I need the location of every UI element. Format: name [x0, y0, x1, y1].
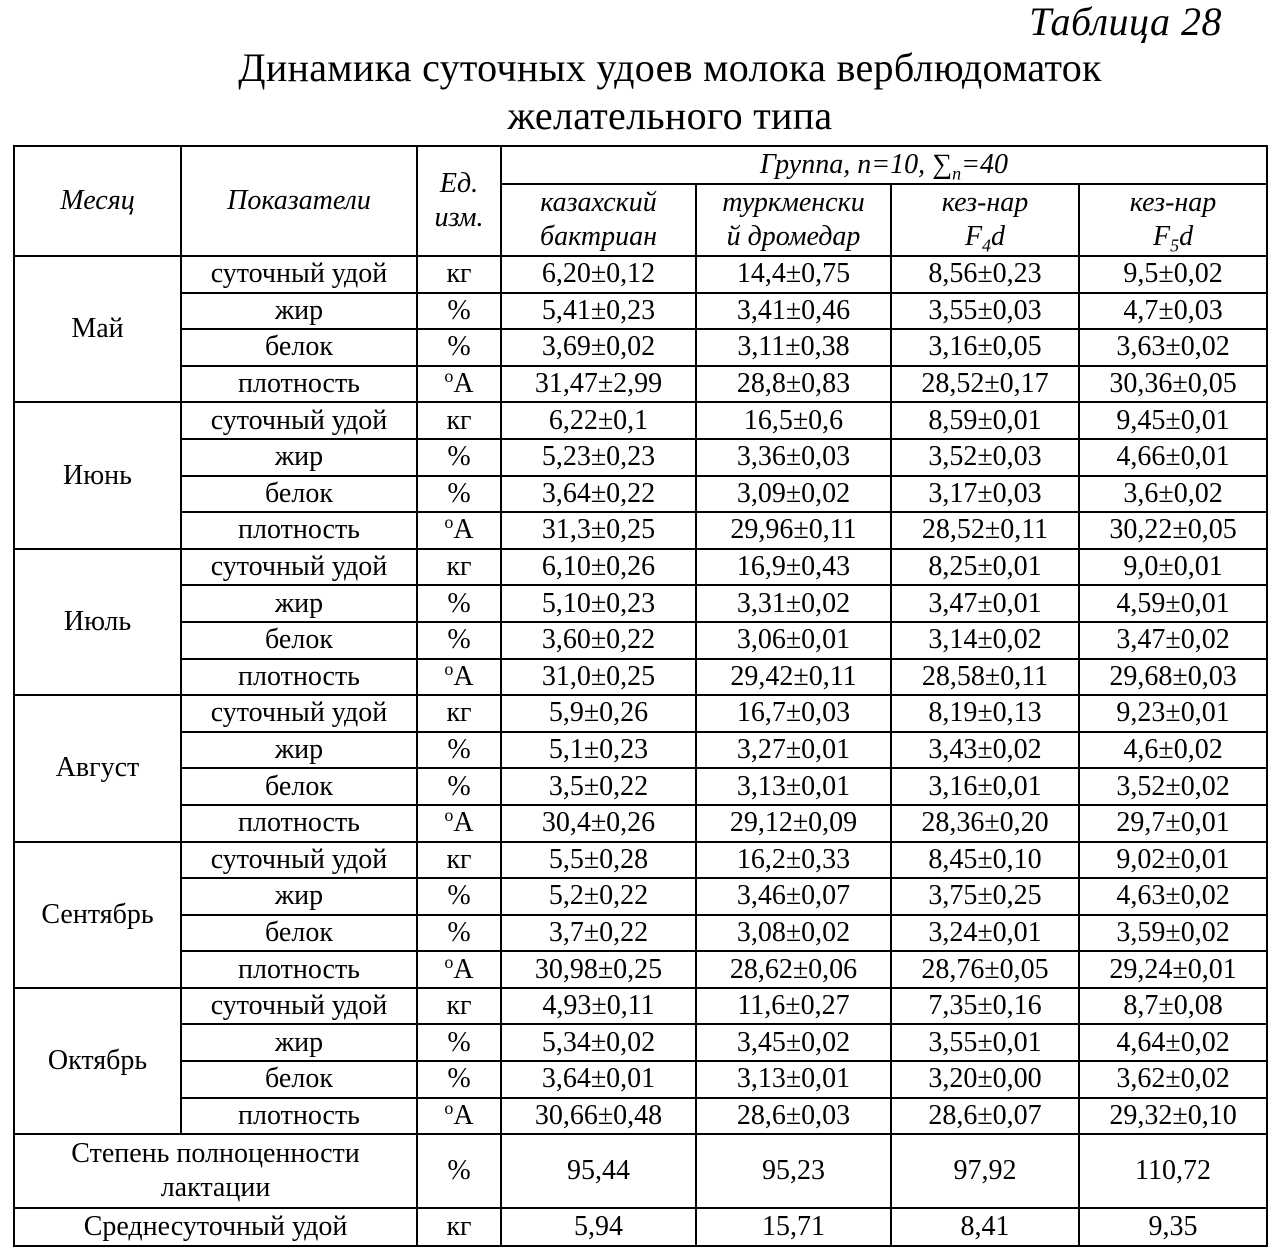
value-cell: 3,08±0,02 [696, 915, 891, 952]
value-cell: 3,64±0,22 [501, 476, 696, 513]
value-cell: 28,6±0,07 [891, 1098, 1079, 1135]
unit-degree: o [444, 366, 454, 387]
table-caption: Таблица 28 [1029, 0, 1222, 44]
value-cell: 4,7±0,03 [1079, 293, 1267, 330]
header-indicator: Показатели [181, 146, 417, 256]
header-group-4 [1079, 184, 1267, 256]
value-cell: 8,59±0,01 [891, 402, 1079, 439]
unit-cell: % [417, 732, 501, 769]
unit-cell: кг [417, 695, 501, 732]
unit-cell: % [417, 915, 501, 952]
value-cell: 3,11±0,38 [696, 329, 891, 366]
value-cell: 4,6±0,02 [1079, 732, 1267, 769]
unit-cell [417, 951, 501, 988]
value-cell: 16,9±0,43 [696, 549, 891, 586]
table-row [14, 1098, 1267, 1135]
summary-value-cell: 110,72 [1079, 1134, 1267, 1208]
summary-label [14, 1208, 417, 1246]
value-cell: 4,63±0,02 [1079, 878, 1267, 915]
value-cell: 28,62±0,06 [696, 951, 891, 988]
value-cell: 3,43±0,02 [891, 732, 1079, 769]
unit-cell: кг [417, 549, 501, 586]
table-title [0, 44, 1280, 140]
header-group-prefix: Группа, n=10, ∑ [760, 149, 953, 180]
value-cell: 3,47±0,01 [891, 585, 1079, 622]
value-cell: 3,7±0,22 [501, 915, 696, 952]
month-cell: Сентябрь [14, 842, 181, 988]
value-cell: 9,23±0,01 [1079, 695, 1267, 732]
header-group-line-2-tail: d [991, 221, 1006, 252]
indicator-cell: жир [181, 585, 417, 622]
value-cell: 9,45±0,01 [1079, 402, 1267, 439]
header-group-line-2 [697, 220, 890, 254]
value-cell: 3,17±0,03 [891, 476, 1079, 513]
value-cell: 3,20±0,00 [891, 1061, 1079, 1098]
summary-value-cell: 5,94 [501, 1208, 696, 1246]
indicator-cell: суточный удой [181, 256, 417, 293]
header-group-line-2 [502, 220, 695, 254]
unit-cell: % [417, 329, 501, 366]
header-group-line-2-tail: d [1179, 221, 1194, 252]
header-group-line-2-sub: 5 [1170, 235, 1180, 256]
value-cell: 3,36±0,03 [696, 439, 891, 476]
value-cell: 30,98±0,25 [501, 951, 696, 988]
indicator-cell: суточный удой [181, 842, 417, 879]
unit-cell: % [417, 439, 501, 476]
indicator-cell: плотность [181, 805, 417, 842]
unit-cell: % [417, 878, 501, 915]
indicator-cell: жир [181, 293, 417, 330]
table-row [14, 842, 1267, 879]
value-cell: 8,25±0,01 [891, 549, 1079, 586]
unit-degree: o [444, 951, 454, 972]
value-cell: 3,69±0,02 [501, 329, 696, 366]
value-cell: 6,10±0,26 [501, 549, 696, 586]
indicator-cell: суточный удой [181, 695, 417, 732]
table-row [14, 1061, 1267, 1098]
value-cell: 29,7±0,01 [1079, 805, 1267, 842]
indicator-cell: жир [181, 732, 417, 769]
unit-cell [417, 512, 501, 549]
indicator-cell: плотность [181, 512, 417, 549]
unit-cell: кг [417, 1208, 501, 1246]
table-row [14, 951, 1267, 988]
month-cell: Август [14, 695, 181, 841]
value-cell: 28,8±0,83 [696, 366, 891, 403]
value-cell: 5,23±0,23 [501, 439, 696, 476]
indicator-cell: белок [181, 1061, 417, 1098]
unit-cell [417, 805, 501, 842]
value-cell: 5,9±0,26 [501, 695, 696, 732]
value-cell: 31,0±0,25 [501, 659, 696, 696]
value-cell: 6,22±0,1 [501, 402, 696, 439]
summary-row [14, 1134, 1267, 1208]
table-row [14, 549, 1267, 586]
table-row [14, 329, 1267, 366]
header-group-line-1: кез-нар [941, 187, 1029, 218]
table-row [14, 915, 1267, 952]
value-cell: 28,76±0,05 [891, 951, 1079, 988]
value-cell: 3,6±0,02 [1079, 476, 1267, 513]
title-line-2: желательного типа [507, 93, 833, 138]
value-cell: 3,59±0,02 [1079, 915, 1267, 952]
table-row [14, 439, 1267, 476]
value-cell: 11,6±0,27 [696, 988, 891, 1025]
indicator-cell: белок [181, 768, 417, 805]
table-row [14, 659, 1267, 696]
summary-label-line-1: Среднесуточный удой [83, 1211, 348, 1243]
indicator-cell: суточный удой [181, 549, 417, 586]
value-cell: 9,5±0,02 [1079, 256, 1267, 293]
unit-cell: кг [417, 256, 501, 293]
value-cell: 3,06±0,01 [696, 622, 891, 659]
unit-a-letter: А [453, 514, 474, 546]
value-cell: 30,22±0,05 [1079, 512, 1267, 549]
summary-value-cell: 97,92 [891, 1134, 1079, 1208]
summary-value-cell: 8,41 [891, 1208, 1079, 1246]
header-month: Месяц [14, 146, 181, 256]
summary-row [14, 1208, 1267, 1246]
value-cell: 3,41±0,46 [696, 293, 891, 330]
summary-value-cell: 95,44 [501, 1134, 696, 1208]
value-cell: 3,31±0,02 [696, 585, 891, 622]
value-cell: 28,52±0,11 [891, 512, 1079, 549]
indicator-cell: жир [181, 878, 417, 915]
value-cell: 3,5±0,22 [501, 768, 696, 805]
month-cell: Октябрь [14, 988, 181, 1134]
header-group-sub: n [952, 163, 962, 184]
header-group-suffix: =40 [961, 149, 1008, 180]
value-cell: 3,52±0,03 [891, 439, 1079, 476]
table-row [14, 768, 1267, 805]
value-cell: 28,52±0,17 [891, 366, 1079, 403]
indicator-cell: плотность [181, 366, 417, 403]
header-unit [417, 146, 501, 256]
unit-degree: o [444, 658, 454, 679]
value-cell: 8,56±0,23 [891, 256, 1079, 293]
unit-a-letter: А [453, 953, 474, 985]
header-group-line-1: казахский [540, 187, 657, 218]
value-cell: 31,47±2,99 [501, 366, 696, 403]
indicator-cell: суточный удой [181, 988, 417, 1025]
value-cell: 16,5±0,6 [696, 402, 891, 439]
table-row [14, 878, 1267, 915]
value-cell: 8,7±0,08 [1079, 988, 1267, 1025]
header-group-line-2-main: бактриан [540, 221, 657, 252]
header-unit-line-1: Ед. [439, 168, 479, 199]
value-cell: 3,16±0,01 [891, 768, 1079, 805]
value-cell: 5,1±0,23 [501, 732, 696, 769]
value-cell: 3,55±0,01 [891, 1024, 1079, 1061]
value-cell: 3,27±0,01 [696, 732, 891, 769]
value-cell: 5,2±0,22 [501, 878, 696, 915]
value-cell: 29,24±0,01 [1079, 951, 1267, 988]
unit-a-letter: А [453, 807, 474, 839]
table-row [14, 585, 1267, 622]
header-group [501, 146, 1267, 184]
table-row [14, 512, 1267, 549]
value-cell: 16,2±0,33 [696, 842, 891, 879]
unit-cell: кг [417, 842, 501, 879]
header-group-1 [501, 184, 696, 256]
value-cell: 3,62±0,02 [1079, 1061, 1267, 1098]
table-row [14, 366, 1267, 403]
milk-yield-table [13, 145, 1268, 1247]
summary-value-cell: 9,35 [1079, 1208, 1267, 1246]
value-cell: 9,02±0,01 [1079, 842, 1267, 879]
value-cell: 31,3±0,25 [501, 512, 696, 549]
value-cell: 3,60±0,22 [501, 622, 696, 659]
header-group-line-2-main: F [964, 221, 983, 252]
header-group-3 [891, 184, 1079, 256]
value-cell: 4,64±0,02 [1079, 1024, 1267, 1061]
title-line-1: Динамика суточных удоев молока верблюдоматок [238, 45, 1102, 90]
header-group-line-2-main: й дромедар [726, 221, 861, 252]
unit-cell: % [417, 1024, 501, 1061]
value-cell: 5,34±0,02 [501, 1024, 696, 1061]
value-cell: 3,24±0,01 [891, 915, 1079, 952]
value-cell: 29,42±0,11 [696, 659, 891, 696]
header-group-line-2 [1080, 220, 1266, 254]
value-cell: 28,36±0,20 [891, 805, 1079, 842]
value-cell: 29,12±0,09 [696, 805, 891, 842]
value-cell: 5,5±0,28 [501, 842, 696, 879]
header-group-2 [696, 184, 891, 256]
unit-cell: % [417, 293, 501, 330]
value-cell: 30,4±0,26 [501, 805, 696, 842]
header-group-line-2-main: F [1152, 221, 1171, 252]
value-cell: 8,19±0,13 [891, 695, 1079, 732]
table-row [14, 695, 1267, 732]
month-cell: Июнь [14, 402, 181, 548]
value-cell: 3,13±0,01 [696, 1061, 891, 1098]
summary-value-cell: 15,71 [696, 1208, 891, 1246]
indicator-cell: белок [181, 476, 417, 513]
summary-value-cell: 95,23 [696, 1134, 891, 1208]
unit-a-letter: А [453, 1099, 474, 1131]
header-group-line-2-sub: 4 [982, 235, 992, 256]
unit-cell: % [417, 1134, 501, 1208]
value-cell: 29,32±0,10 [1079, 1098, 1267, 1135]
table-row [14, 988, 1267, 1025]
value-cell: 29,68±0,03 [1079, 659, 1267, 696]
value-cell: 3,75±0,25 [891, 878, 1079, 915]
value-cell: 30,36±0,05 [1079, 366, 1267, 403]
summary-label [14, 1134, 417, 1208]
value-cell: 3,63±0,02 [1079, 329, 1267, 366]
value-cell: 7,35±0,16 [891, 988, 1079, 1025]
unit-cell: % [417, 1061, 501, 1098]
value-cell: 3,52±0,02 [1079, 768, 1267, 805]
value-cell: 16,7±0,03 [696, 695, 891, 732]
value-cell: 4,93±0,11 [501, 988, 696, 1025]
indicator-cell: плотность [181, 1098, 417, 1135]
header-group-line-2 [892, 220, 1078, 254]
value-cell: 3,45±0,02 [696, 1024, 891, 1061]
table-row [14, 1024, 1267, 1061]
value-cell: 3,14±0,02 [891, 622, 1079, 659]
value-cell: 4,66±0,01 [1079, 439, 1267, 476]
unit-a-letter: А [453, 660, 474, 692]
header-group-line-1: туркменски [722, 187, 865, 218]
value-cell: 9,0±0,01 [1079, 549, 1267, 586]
value-cell: 3,55±0,03 [891, 293, 1079, 330]
table-row [14, 805, 1267, 842]
table-row [14, 402, 1267, 439]
table-row [14, 622, 1267, 659]
header-unit-line-2: изм. [434, 202, 484, 233]
summary-label-line-1: Степень полноценности [71, 1138, 360, 1170]
value-cell: 4,59±0,01 [1079, 585, 1267, 622]
unit-cell [417, 366, 501, 403]
indicator-cell: белок [181, 915, 417, 952]
unit-cell: % [417, 585, 501, 622]
month-cell: Май [14, 256, 181, 402]
unit-cell: % [417, 476, 501, 513]
indicator-cell: белок [181, 329, 417, 366]
value-cell: 28,6±0,03 [696, 1098, 891, 1135]
unit-cell: кг [417, 988, 501, 1025]
unit-a-letter: А [453, 368, 474, 400]
value-cell: 3,16±0,05 [891, 329, 1079, 366]
value-cell: 5,41±0,23 [501, 293, 696, 330]
value-cell: 3,64±0,01 [501, 1061, 696, 1098]
value-cell: 14,4±0,75 [696, 256, 891, 293]
unit-cell: % [417, 768, 501, 805]
unit-degree: o [444, 1097, 454, 1118]
table-row [14, 293, 1267, 330]
value-cell: 8,45±0,10 [891, 842, 1079, 879]
unit-cell: кг [417, 402, 501, 439]
summary-label-line-2: лактации [160, 1172, 271, 1204]
value-cell: 6,20±0,12 [501, 256, 696, 293]
value-cell: 29,96±0,11 [696, 512, 891, 549]
unit-cell [417, 659, 501, 696]
value-cell: 3,46±0,07 [696, 878, 891, 915]
indicator-cell: плотность [181, 951, 417, 988]
unit-degree: o [444, 512, 454, 533]
value-cell: 28,58±0,11 [891, 659, 1079, 696]
table-row [14, 256, 1267, 293]
indicator-cell: плотность [181, 659, 417, 696]
month-cell: Июль [14, 549, 181, 695]
table-row [14, 476, 1267, 513]
unit-cell [417, 1098, 501, 1135]
indicator-cell: белок [181, 622, 417, 659]
unit-cell: % [417, 622, 501, 659]
value-cell: 30,66±0,48 [501, 1098, 696, 1135]
indicator-cell: суточный удой [181, 402, 417, 439]
value-cell: 3,09±0,02 [696, 476, 891, 513]
unit-degree: o [444, 805, 454, 826]
value-cell: 3,47±0,02 [1079, 622, 1267, 659]
indicator-cell: жир [181, 1024, 417, 1061]
value-cell: 3,13±0,01 [696, 768, 891, 805]
value-cell: 5,10±0,23 [501, 585, 696, 622]
table-row [14, 732, 1267, 769]
indicator-cell: жир [181, 439, 417, 476]
header-group-line-1: кез-нар [1129, 187, 1217, 218]
